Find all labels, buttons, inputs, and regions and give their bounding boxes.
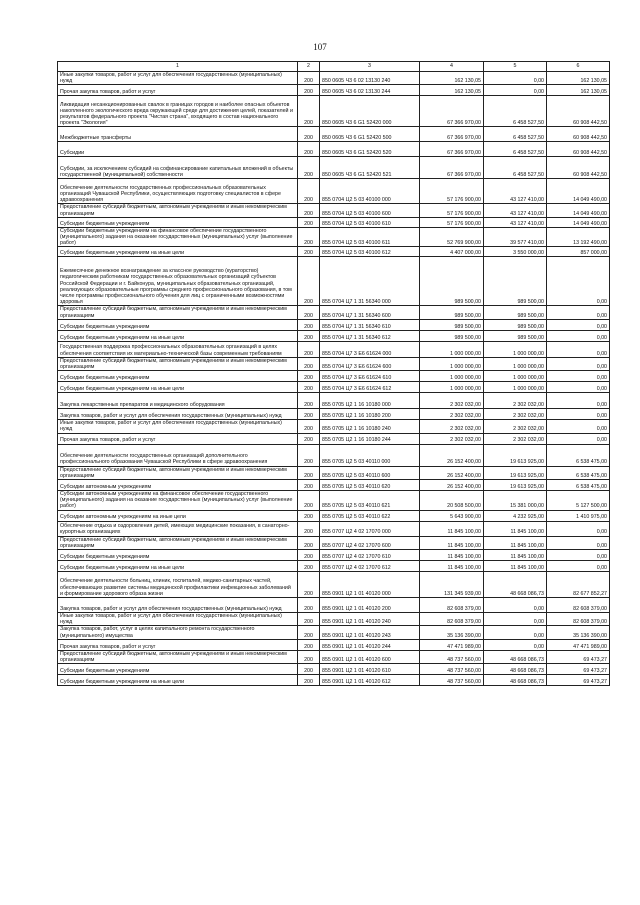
cell-description: Субсидии бюджетным учреждениям — [58, 319, 298, 330]
cell-amount-executed: 48 668 086,73 — [484, 675, 547, 686]
cell-classification-code: 855 0705 Ц2 5 03 40110 622 — [320, 510, 420, 521]
cell-amount-remaining: 60 908 442,50 — [547, 127, 610, 142]
cell-code: 200 — [298, 217, 320, 227]
cell-code: 200 — [298, 157, 320, 179]
cell-classification-code: 855 0704 Ц7 3 E6 61624 610 — [320, 371, 420, 382]
cell-code: 200 — [298, 420, 320, 433]
cell-amount-executed: 6 458 527,50 — [484, 157, 547, 179]
cell-amount-remaining: 0,00 — [547, 382, 610, 393]
table-row — [58, 157, 610, 179]
cell-amount-total: 131 345 939,00 — [420, 572, 484, 598]
cell-description: Субсидии бюджетным учреждениям на иные цели — [58, 675, 298, 686]
table-row — [58, 227, 610, 247]
cell-code: 200 — [298, 664, 320, 675]
column-header: 4 — [420, 62, 484, 72]
cell-amount-total: 67 366 970,00 — [420, 157, 484, 179]
cell-amount-executed: 48 668 086,73 — [484, 664, 547, 675]
cell-code: 200 — [298, 550, 320, 561]
cell-amount-total: 82 608 379,00 — [420, 613, 484, 626]
cell-amount-total: 989 500,00 — [420, 319, 484, 330]
cell-code: 200 — [298, 393, 320, 409]
cell-amount-total: 57 176 900,00 — [420, 217, 484, 227]
cell-amount-remaining: 0,00 — [547, 330, 610, 341]
table-row — [58, 561, 610, 572]
table-row — [58, 639, 610, 650]
table-row — [58, 420, 610, 433]
cell-amount-total: 57 176 900,00 — [420, 204, 484, 217]
cell-description: Предоставление субсидий бюджетным, автономным учреждениям и иным некоммерческим организациям — [58, 466, 298, 479]
cell-amount-remaining: 60 908 442,50 — [547, 157, 610, 179]
cell-amount-executed: 39 577 410,00 — [484, 227, 547, 247]
table-row — [58, 466, 610, 479]
cell-description: Субсидии бюджетным учреждениям на иные цели — [58, 561, 298, 572]
cell-classification-code: 855 0705 Ц2 1 16 10180 240 — [320, 420, 420, 433]
cell-amount-executed: 0,00 — [484, 626, 547, 639]
cell-amount-executed: 43 127 410,00 — [484, 179, 547, 204]
cell-description: Субсидии автономным учреждениям на иные цели — [58, 510, 298, 521]
cell-code: 200 — [298, 204, 320, 217]
cell-amount-remaining: 14 049 490,00 — [547, 179, 610, 204]
cell-amount-remaining: 0,00 — [547, 319, 610, 330]
cell-amount-total: 52 769 900,00 — [420, 227, 484, 247]
cell-description: Закупка товаров, работ и услуг для обеспечения государственных (муниципальных) нужд — [58, 598, 298, 613]
cell-code: 200 — [298, 227, 320, 247]
cell-amount-remaining: 6 538 475,00 — [547, 480, 610, 491]
cell-classification-code: 855 0704 Ц2 5 03 40100 611 — [320, 227, 420, 247]
cell-amount-total: 26 152 400,00 — [420, 466, 484, 479]
table-row — [58, 409, 610, 420]
cell-amount-executed: 2 302 032,00 — [484, 393, 547, 409]
table-row — [58, 330, 610, 341]
cell-description: Закупка лекарственных препаратов и медицинского оборудования — [58, 393, 298, 409]
table-body — [58, 72, 610, 686]
cell-description: Субсидии автономным учреждениям — [58, 480, 298, 491]
cell-amount-remaining: 14 049 490,00 — [547, 217, 610, 227]
cell-code: 200 — [298, 561, 320, 572]
cell-description: Субсидии бюджетным учреждениям на финансовое обеспечение государственного (муниципального) задания на оказание государственных (муниципальных) услуг (выполнение работ) — [58, 227, 298, 247]
cell-description: Предоставление субсидий бюджетным, автономным учреждениям и иным некоммерческим организациям — [58, 650, 298, 663]
cell-amount-total: 47 471 989,00 — [420, 639, 484, 650]
cell-code: 200 — [298, 510, 320, 521]
cell-classification-code: 855 0705 Ц2 1 16 10180 000 — [320, 393, 420, 409]
cell-description: Обеспечение отдыха и оздоровления детей, имеющих медицинские показания, в санаторно-курортных организациях — [58, 521, 298, 536]
cell-amount-total: 162 130,05 — [420, 85, 484, 96]
cell-classification-code: 850 0605 Ч3 6 02 13130 240 — [320, 72, 420, 85]
cell-code: 200 — [298, 357, 320, 370]
cell-amount-remaining: 6 538 475,00 — [547, 466, 610, 479]
cell-code: 200 — [298, 572, 320, 598]
table-row — [58, 664, 610, 675]
cell-description: Предоставление субсидий бюджетным, автономным учреждениям и иным некоммерческим организациям — [58, 204, 298, 217]
cell-amount-executed: 11 845 100,00 — [484, 521, 547, 536]
table-row — [58, 433, 610, 444]
cell-amount-remaining: 857 000,00 — [547, 247, 610, 257]
cell-code: 200 — [298, 127, 320, 142]
cell-amount-remaining: 0,00 — [547, 420, 610, 433]
cell-classification-code: 855 0704 Ц7 1 31 56340 612 — [320, 330, 420, 341]
cell-amount-executed: 43 127 410,00 — [484, 217, 547, 227]
cell-description: Ликвидация несанкционированных свалок в границах городов и наиболее опасных объектов накопленного экологического вреда окружающей среде для достижения целей, показателей и результатов федерального проекта "Чистая страна", входящего в состав национального проекта "Экология" — [58, 96, 298, 127]
cell-amount-executed: 1 000 000,00 — [484, 341, 547, 357]
table-row — [58, 257, 610, 306]
table-row — [58, 550, 610, 561]
cell-amount-total: 48 737 560,00 — [420, 664, 484, 675]
column-header: 3 — [320, 62, 420, 72]
cell-amount-remaining: 0,00 — [547, 550, 610, 561]
cell-amount-executed: 43 127 410,00 — [484, 204, 547, 217]
cell-amount-remaining: 82 608 379,00 — [547, 598, 610, 613]
cell-code: 200 — [298, 257, 320, 306]
cell-classification-code: 855 0705 Ц2 5 03 40110 000 — [320, 444, 420, 466]
cell-classification-code: 855 0704 Ц2 5 03 40100 600 — [320, 204, 420, 217]
cell-description: Предоставление субсидий бюджетным, автономным учреждениям и иным некоммерческим организациям — [58, 306, 298, 319]
column-header: 6 — [547, 62, 610, 72]
cell-classification-code: 855 0901 Ц2 1 01 40120 200 — [320, 598, 420, 613]
cell-amount-executed: 48 668 086,73 — [484, 650, 547, 663]
cell-amount-executed: 2 302 032,00 — [484, 420, 547, 433]
cell-classification-code: 855 0901 Ц2 1 01 40120 240 — [320, 613, 420, 626]
cell-amount-total: 1 000 000,00 — [420, 357, 484, 370]
cell-amount-total: 1 000 000,00 — [420, 382, 484, 393]
table-row — [58, 306, 610, 319]
cell-amount-executed: 0,00 — [484, 613, 547, 626]
page-number: 107 — [313, 42, 327, 52]
cell-classification-code: 855 0707 Ц2 4 02 17070 612 — [320, 561, 420, 572]
cell-classification-code: 850 0605 Ч3 6 G1 52420 000 — [320, 96, 420, 127]
cell-description: Государственная поддержка профессиональных образовательных организаций в целях обеспечения соответствия их материально-технической базы современным требованиям — [58, 341, 298, 357]
cell-description: Субсидии бюджетным учреждениям на иные цели — [58, 247, 298, 257]
cell-amount-executed: 989 500,00 — [484, 319, 547, 330]
cell-description: Обеспечение деятельности государственных организаций дополнительного профессионального образования Чувашской Республики в сфере здравоохранения — [58, 444, 298, 466]
cell-amount-total: 26 152 400,00 — [420, 480, 484, 491]
cell-amount-remaining: 6 538 475,00 — [547, 444, 610, 466]
cell-description: Прочая закупка товаров, работ и услуг — [58, 639, 298, 650]
table-row — [58, 179, 610, 204]
cell-amount-total: 2 302 032,00 — [420, 409, 484, 420]
table-row — [58, 85, 610, 96]
cell-description: Субсидии — [58, 142, 298, 157]
table-row — [58, 521, 610, 536]
cell-amount-total: 11 845 100,00 — [420, 536, 484, 549]
cell-amount-total: 67 366 970,00 — [420, 127, 484, 142]
table-row — [58, 536, 610, 549]
cell-amount-executed: 3 550 000,00 — [484, 247, 547, 257]
cell-code: 200 — [298, 480, 320, 491]
cell-code: 200 — [298, 409, 320, 420]
cell-amount-remaining: 0,00 — [547, 433, 610, 444]
cell-amount-total: 26 152 400,00 — [420, 444, 484, 466]
cell-amount-executed: 1 000 000,00 — [484, 382, 547, 393]
table-row — [58, 247, 610, 257]
cell-classification-code: 855 0704 Ц7 3 E6 61624 612 — [320, 382, 420, 393]
cell-description: Субсидии, за исключением субсидий на софинансирование капитальных вложений в объекты государственной (муниципальной) собственности — [58, 157, 298, 179]
cell-code: 200 — [298, 319, 320, 330]
cell-classification-code: 855 0707 Ц2 4 02 17070 610 — [320, 550, 420, 561]
cell-code: 200 — [298, 536, 320, 549]
cell-classification-code: 855 0705 Ц2 1 16 10180 200 — [320, 409, 420, 420]
cell-code: 200 — [298, 433, 320, 444]
cell-amount-remaining: 0,00 — [547, 393, 610, 409]
cell-amount-total: 5 643 900,00 — [420, 510, 484, 521]
cell-amount-total: 1 000 000,00 — [420, 371, 484, 382]
cell-amount-remaining: 60 908 442,50 — [547, 142, 610, 157]
cell-amount-executed: 2 302 032,00 — [484, 433, 547, 444]
cell-amount-executed: 0,00 — [484, 598, 547, 613]
cell-code: 200 — [298, 330, 320, 341]
cell-code: 200 — [298, 626, 320, 639]
cell-amount-remaining: 13 192 490,00 — [547, 227, 610, 247]
cell-amount-remaining: 82 608 379,00 — [547, 613, 610, 626]
cell-amount-executed: 989 500,00 — [484, 306, 547, 319]
table-row — [58, 598, 610, 613]
table-row — [58, 675, 610, 686]
cell-description: Субсидии автономным учреждениям на финансовое обеспечение государственного (муниципального) задания на оказание государственных (муниципальных) услуг (выполнение работ) — [58, 491, 298, 511]
cell-amount-total: 4 407 000,00 — [420, 247, 484, 257]
cell-amount-total: 11 845 100,00 — [420, 521, 484, 536]
cell-amount-remaining: 0,00 — [547, 521, 610, 536]
cell-classification-code: 855 0705 Ц2 5 03 40110 621 — [320, 491, 420, 511]
cell-amount-remaining: 5 127 500,00 — [547, 491, 610, 511]
cell-description: Субсидии бюджетным учреждениям на иные цели — [58, 330, 298, 341]
cell-classification-code: 855 0704 Ц7 3 E6 61624 600 — [320, 357, 420, 370]
cell-classification-code: 855 0901 Ц2 1 01 40120 243 — [320, 626, 420, 639]
cell-amount-total: 11 845 100,00 — [420, 550, 484, 561]
cell-amount-remaining: 0,00 — [547, 341, 610, 357]
cell-amount-total: 57 176 900,00 — [420, 179, 484, 204]
table-row — [58, 510, 610, 521]
cell-code: 200 — [298, 521, 320, 536]
cell-code: 200 — [298, 371, 320, 382]
cell-classification-code: 850 0605 Ч3 6 02 13130 244 — [320, 85, 420, 96]
cell-amount-executed: 6 458 527,50 — [484, 96, 547, 127]
cell-amount-executed: 19 613 925,00 — [484, 444, 547, 466]
cell-classification-code: 855 0704 Ц2 5 03 40100 000 — [320, 179, 420, 204]
cell-code: 200 — [298, 466, 320, 479]
cell-code: 200 — [298, 613, 320, 626]
cell-code: 200 — [298, 179, 320, 204]
cell-description: Ежемесячное денежное вознаграждение за классное руководство (кураторство) педагогическим работникам государственных образовательных организаций субъектов Российской Федерации и г. Байконура, муниципальных образовательных организаций, реализующих образовательные программы среднего профессионального образования, в том числе программы профессионального обучения для лиц с ограниченными возможностями здоровья — [58, 257, 298, 306]
cell-amount-total: 989 500,00 — [420, 257, 484, 306]
cell-amount-total: 2 302 032,00 — [420, 433, 484, 444]
cell-description: Обеспечение деятельности государственных профессиональных образовательных организаций Чувашской Республики, осуществляющих подготовку специалистов в сфере здравоохранения — [58, 179, 298, 204]
cell-amount-executed: 48 668 086,73 — [484, 572, 547, 598]
cell-amount-total: 67 366 970,00 — [420, 96, 484, 127]
table-row — [58, 480, 610, 491]
header-row — [58, 62, 610, 72]
table-row — [58, 204, 610, 217]
cell-amount-total: 1 000 000,00 — [420, 341, 484, 357]
cell-code: 200 — [298, 306, 320, 319]
cell-amount-remaining: 0,00 — [547, 357, 610, 370]
cell-description: Субсидии бюджетным учреждениям на иные цели — [58, 382, 298, 393]
cell-description: Иные закупки товаров, работ и услуг для обеспечения государственных (муниципальных) нужд — [58, 420, 298, 433]
cell-amount-executed: 19 613 925,00 — [484, 480, 547, 491]
cell-amount-total: 48 737 560,00 — [420, 650, 484, 663]
cell-code: 200 — [298, 491, 320, 511]
cell-amount-remaining: 0,00 — [547, 561, 610, 572]
cell-amount-executed: 0,00 — [484, 85, 547, 96]
cell-classification-code: 855 0704 Ц2 5 03 40100 612 — [320, 247, 420, 257]
cell-description: Закупка товаров, работ, услуг в целях капитального ремонта государственного (муниципального) имущества — [58, 626, 298, 639]
cell-amount-remaining: 82 677 852,27 — [547, 572, 610, 598]
cell-amount-remaining: 14 049 490,00 — [547, 204, 610, 217]
table-row — [58, 96, 610, 127]
cell-amount-executed: 4 232 925,00 — [484, 510, 547, 521]
table-row — [58, 127, 610, 142]
table-row — [58, 613, 610, 626]
cell-amount-total: 162 130,05 — [420, 72, 484, 85]
cell-classification-code: 850 0605 Ч3 6 G1 52420 500 — [320, 127, 420, 142]
table-row — [58, 393, 610, 409]
table-row — [58, 444, 610, 466]
cell-description: Предоставление субсидий бюджетным, автономным учреждениям и иным некоммерческим организациям — [58, 536, 298, 549]
cell-code: 200 — [298, 382, 320, 393]
cell-amount-executed: 2 302 032,00 — [484, 409, 547, 420]
cell-classification-code: 855 0901 Ц2 1 01 40120 244 — [320, 639, 420, 650]
cell-amount-executed: 0,00 — [484, 639, 547, 650]
cell-amount-total: 82 608 379,00 — [420, 598, 484, 613]
cell-description: Субсидии бюджетным учреждениям — [58, 664, 298, 675]
cell-amount-total: 48 737 560,00 — [420, 675, 484, 686]
cell-code: 200 — [298, 650, 320, 663]
table-row — [58, 142, 610, 157]
cell-classification-code: 855 0705 Ц2 5 03 40110 620 — [320, 480, 420, 491]
cell-amount-executed: 6 458 527,50 — [484, 127, 547, 142]
cell-amount-remaining: 69 473,27 — [547, 675, 610, 686]
cell-description: Субсидии бюджетным учреждениям — [58, 371, 298, 382]
cell-code: 200 — [298, 444, 320, 466]
cell-amount-total: 11 845 100,00 — [420, 561, 484, 572]
cell-code: 200 — [298, 639, 320, 650]
cell-amount-executed: 11 845 100,00 — [484, 561, 547, 572]
cell-amount-remaining: 1 410 975,00 — [547, 510, 610, 521]
cell-code: 200 — [298, 142, 320, 157]
cell-amount-remaining: 162 130,05 — [547, 72, 610, 85]
cell-classification-code: 855 0704 Ц7 1 31 56340 610 — [320, 319, 420, 330]
cell-description: Межбюджетные трансферты — [58, 127, 298, 142]
cell-classification-code: 855 0707 Ц2 4 02 17070 000 — [320, 521, 420, 536]
table-row — [58, 382, 610, 393]
cell-code: 200 — [298, 598, 320, 613]
cell-amount-total: 20 508 500,00 — [420, 491, 484, 511]
cell-classification-code: 855 0704 Ц7 1 31 56340 600 — [320, 306, 420, 319]
cell-amount-executed: 989 500,00 — [484, 257, 547, 306]
cell-classification-code: 850 0605 Ч3 6 G1 52420 521 — [320, 157, 420, 179]
cell-code: 200 — [298, 85, 320, 96]
cell-amount-executed: 19 613 925,00 — [484, 466, 547, 479]
cell-amount-remaining: 0,00 — [547, 536, 610, 549]
cell-classification-code: 855 0704 Ц7 3 E6 61624 000 — [320, 341, 420, 357]
budget-table — [57, 61, 610, 686]
cell-amount-remaining: 60 908 442,50 — [547, 96, 610, 127]
cell-description: Иные закупки товаров, работ и услуг для обеспечения государственных (муниципальных) нужд — [58, 72, 298, 85]
cell-amount-remaining: 0,00 — [547, 306, 610, 319]
cell-description: Прочая закупка товаров, работ и услуг — [58, 85, 298, 96]
cell-amount-remaining: 0,00 — [547, 257, 610, 306]
cell-amount-remaining: 47 471 989,00 — [547, 639, 610, 650]
cell-amount-executed: 1 000 000,00 — [484, 371, 547, 382]
cell-amount-total: 35 136 390,00 — [420, 626, 484, 639]
table-row — [58, 357, 610, 370]
cell-amount-executed: 0,00 — [484, 72, 547, 85]
cell-amount-total: 2 302 032,00 — [420, 393, 484, 409]
column-header: 2 — [298, 62, 320, 72]
cell-code: 200 — [298, 96, 320, 127]
cell-classification-code: 855 0707 Ц2 4 02 17070 600 — [320, 536, 420, 549]
cell-amount-remaining: 0,00 — [547, 409, 610, 420]
cell-classification-code: 855 0704 Ц2 5 03 40100 610 — [320, 217, 420, 227]
cell-description: Закупка товаров, работ и услуг для обеспечения государственных (муниципальных) нужд — [58, 409, 298, 420]
cell-classification-code: 855 0901 Ц2 1 01 40120 000 — [320, 572, 420, 598]
cell-description: Прочая закупка товаров, работ и услуг — [58, 433, 298, 444]
column-header: 5 — [484, 62, 547, 72]
table-row — [58, 491, 610, 511]
cell-description: Субсидии бюджетным учреждениям — [58, 550, 298, 561]
cell-amount-total: 67 366 970,00 — [420, 142, 484, 157]
table-row — [58, 217, 610, 227]
cell-amount-total: 989 500,00 — [420, 306, 484, 319]
cell-amount-executed: 11 845 100,00 — [484, 550, 547, 561]
table-row — [58, 572, 610, 598]
cell-description: Обеспечение деятельности больниц, клиник, госпиталей, медико-санитарных частей, обеспечивающих развитие системы медицинской профилактики инфекционных заболеваний и формирование здорового образа жизни — [58, 572, 298, 598]
cell-classification-code: 855 0901 Ц2 1 01 40120 612 — [320, 675, 420, 686]
table-row — [58, 341, 610, 357]
cell-amount-total: 2 302 032,00 — [420, 420, 484, 433]
cell-amount-remaining: 35 136 390,00 — [547, 626, 610, 639]
cell-classification-code: 855 0901 Ц2 1 01 40120 600 — [320, 650, 420, 663]
cell-code: 200 — [298, 675, 320, 686]
cell-amount-remaining: 69 473,27 — [547, 664, 610, 675]
cell-amount-executed: 11 845 100,00 — [484, 536, 547, 549]
cell-amount-total: 989 500,00 — [420, 330, 484, 341]
cell-classification-code: 855 0705 Ц2 1 16 10180 244 — [320, 433, 420, 444]
table-row — [58, 650, 610, 663]
cell-amount-remaining: 69 473,27 — [547, 650, 610, 663]
cell-code: 200 — [298, 247, 320, 257]
cell-code: 200 — [298, 72, 320, 85]
cell-classification-code: 855 0705 Ц2 5 03 40110 600 — [320, 466, 420, 479]
table-row — [58, 626, 610, 639]
cell-amount-remaining: 162 130,05 — [547, 85, 610, 96]
cell-description: Предоставление субсидий бюджетным, автономным учреждениям и иным некоммерческим организациям — [58, 357, 298, 370]
cell-classification-code: 855 0901 Ц2 1 01 40120 610 — [320, 664, 420, 675]
cell-classification-code: 850 0605 Ч3 6 G1 52420 520 — [320, 142, 420, 157]
cell-amount-executed: 15 381 000,00 — [484, 491, 547, 511]
cell-amount-executed: 1 000 000,00 — [484, 357, 547, 370]
cell-description: Иные закупки товаров, работ и услуг для обеспечения государственных (муниципальных) нужд — [58, 613, 298, 626]
cell-description: Субсидии бюджетным учреждениям — [58, 217, 298, 227]
table-row — [58, 319, 610, 330]
cell-amount-remaining: 0,00 — [547, 371, 610, 382]
table-row — [58, 72, 610, 85]
column-header: 1 — [58, 62, 298, 72]
cell-amount-executed: 6 458 527,50 — [484, 142, 547, 157]
table-row — [58, 371, 610, 382]
cell-classification-code: 855 0704 Ц7 1 31 56340 000 — [320, 257, 420, 306]
cell-amount-executed: 989 500,00 — [484, 330, 547, 341]
cell-code: 200 — [298, 341, 320, 357]
